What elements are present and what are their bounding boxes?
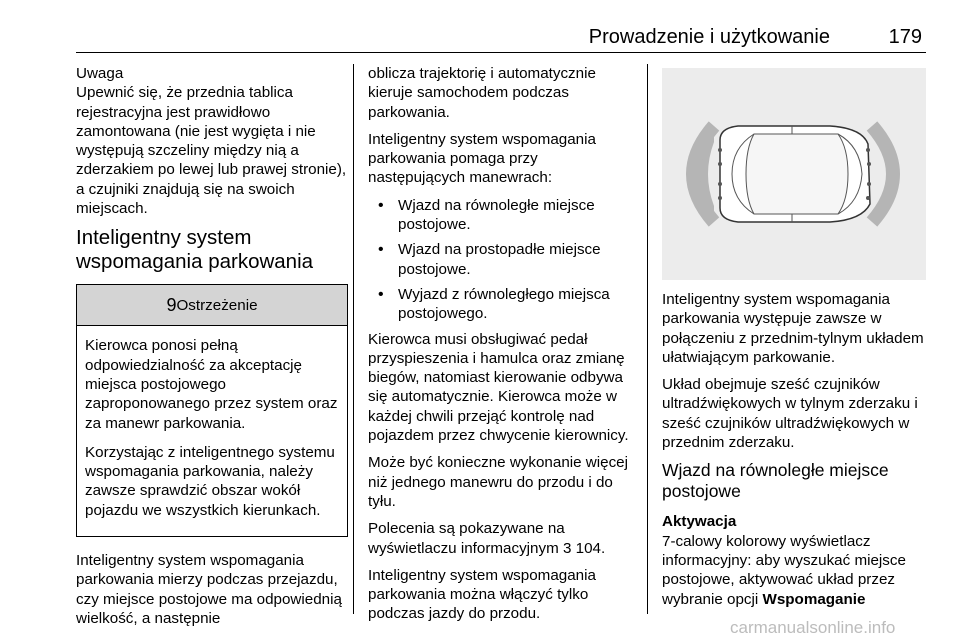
warning-icon: 9 bbox=[166, 295, 177, 316]
warning-header bbox=[77, 285, 347, 326]
warning-title: Ostrzeżenie bbox=[176, 297, 258, 315]
warning-box bbox=[76, 284, 348, 537]
header-title: Prowadzenie i użytkowanie bbox=[588, 26, 830, 48]
column-divider-2 bbox=[647, 64, 648, 614]
col2-para-6: Inteligentny system wspomagania parkowania można włączyć tylko podczas jazdy do przodu. bbox=[368, 566, 596, 623]
maneuver-list bbox=[368, 196, 638, 324]
watermark: carmanualsonline.info bbox=[730, 618, 896, 637]
note-text: Upewnić się, że przednia tablica rejestracyjna jest prawidłowo zamontowana (nie jest wygięta i nie występują szczeliny między nią a zderzakiem po lewej lub prawej stronie), a czujniki znajdują się na swoich miejscach. bbox=[76, 84, 347, 218]
section-heading: Inteligentny system wspomagania parkowania bbox=[76, 226, 314, 274]
warning-para-1: Kierowca ponosi pełną odpowiedzialność za akceptację miejsca postojowego zaproponowanego przez system oraz za manewr parkowania. bbox=[85, 337, 338, 432]
activation-label: Aktywacja bbox=[662, 513, 737, 531]
list-item: • Wyjazd z równoległego miejsca postojowego. bbox=[368, 285, 638, 324]
col2-para-5-text: Polecenia są pokazywane na wyświetlaczu informacyjnym bbox=[368, 520, 565, 557]
col3-para-2: Układ obejmuje sześć czujników ultradźwiękowych w tylnym zderzaku i sześć czujników ultradźwiękowych w przednim zderzaku. bbox=[662, 376, 918, 452]
warning-body bbox=[77, 326, 347, 536]
activation-option: Wspomaganie bbox=[762, 590, 866, 608]
warning-para-2: Korzystając z inteligentnego systemu wspomagania parkowania, należy zawsze sprawdzić obszar wokół pojazdu we wszystkich kierunkach. bbox=[85, 443, 335, 519]
note-label: Uwaga bbox=[76, 65, 124, 82]
col2-para-4: Może być konieczne wykonanie więcej niż jednego manewru do przodu i do tyłu. bbox=[368, 454, 629, 510]
col2-para-2: Inteligentny system wspomagania parkowania pomaga przy następujących manewrach: bbox=[368, 130, 596, 187]
activation-text bbox=[662, 532, 926, 609]
column-1 bbox=[76, 64, 348, 636]
col3-para-1: Inteligentny system wspomagania parkowania występuje zawsze w połączeniu z przednim-tylnym układem ułatwiającym parkowanie. bbox=[662, 291, 924, 366]
column-3 bbox=[662, 290, 926, 617]
col2-para-5 bbox=[368, 519, 638, 558]
paragraph-after-warning: Inteligentny system wspomagania parkowania mierzy podczas przejazdu, czy miejsce postojowe ma odpowiednią wielkość, a następnie bbox=[76, 552, 342, 627]
col2-para-1: oblicza trajektorię i automatycznie kieruje samochodem podczas parkowania. bbox=[368, 65, 596, 121]
page-ref-icon[interactable]: 3 bbox=[562, 539, 572, 557]
car-top-view-illustration bbox=[662, 68, 926, 280]
list-item: • Wjazd na prostopadłe miejsce postojowe. bbox=[368, 240, 638, 279]
list-item: • Wjazd na równoległe miejsce postojowe. bbox=[368, 196, 638, 235]
page-ref-link[interactable]: 104. bbox=[575, 539, 606, 557]
column-divider-1 bbox=[353, 64, 354, 614]
page-header bbox=[76, 22, 926, 52]
page-number: 179 bbox=[888, 26, 922, 48]
header-rule bbox=[76, 52, 926, 53]
activation-text-body: 7-calowy kolorowy wyświetlacz informacyjny: aby wyszukać miejsce postojowe, aktywować układ przez wybranie opcji bbox=[662, 532, 906, 608]
parking-sensor-figure bbox=[662, 68, 926, 280]
col2-para-3: Kierowca musi obsługiwać pedał przyspieszenia i hamulca oraz zmianę biegów, natomiast kierowanie odbywa się automatycznie. Kierowca może w każdej chwili przejąć kontrolę nad pojazdem przez chwycenie kierownicy. bbox=[368, 330, 629, 445]
column-2 bbox=[368, 64, 638, 632]
car-roof bbox=[746, 134, 848, 214]
subsection-heading: Wjazd na równoległe miejsce postojowe bbox=[662, 460, 889, 502]
